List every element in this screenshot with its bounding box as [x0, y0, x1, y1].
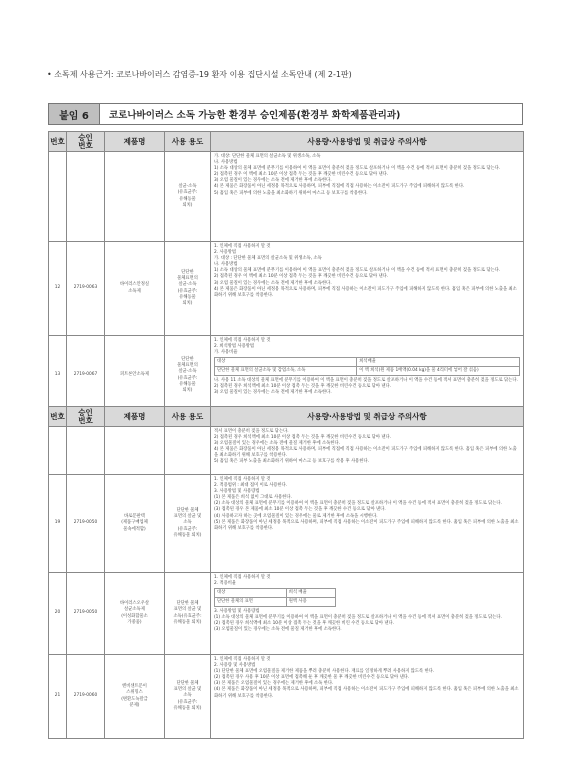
product-name: 바이러스오우살 살균소독제 (이성화합물소 가중품): [105, 573, 165, 655]
use-cell: 단단한 물체 표면의 살균 및 소독(유효균주: 유해동물 퇴치): [165, 573, 211, 655]
col-header-instructions: 사용량·사용방법 및 취급상 주의사항: [211, 407, 524, 427]
row-number: 19: [49, 475, 67, 573]
use-cell: 단단한 물체표면의 살균·소독 (유효균주: 유해동물 퇴치): [165, 242, 211, 336]
document-title: 코로나바이러스 소독 가능한 환경부 승인제품(환경부 화학제품관리과): [109, 110, 401, 121]
table-row: [49, 242, 524, 336]
col-header-no: 번호: [49, 132, 67, 152]
instructions-cell: 가. 대상: 단단한 물체 표면의 살균소독 및 위생소독, 소독 나. 사용방법 1) 소독 대상의 물체 표면에 분무기를 이용하여 이 액을 표면이 충분히 젖을 정도로 살포하거나 이 액을 수건 등에 적셔 표면이 충분히 젖을 정도로 닦는다. 2) 접촉된 경우 이 액에 최소 10분 이상 접촉 두는 것을 후 깨끗한 비린수건 등으로 닦아 낸다. 3) 오염 물질이 있는 경우에는 소독 전에 제거한 후에 소독한다. 4) 본 제품은 화장품이 아닌 세정용 목적으로 사용하며, 피부에 직접에 직접 사용하는 이소잔이 피도가구 주입에 피해하지 않도록 한다. 5) 흡입 혹은 피부에 의한 노출을 최소화하기 위하여 마스크 등 보호구를 착용한다.: [211, 152, 524, 242]
approval-number: 2719-0050: [67, 475, 105, 573]
use-cell: 살균·소독 (유효균주: 유해동물 퇴치): [165, 152, 211, 242]
instructions-cell: 적셔 표면이 충분히 젖을 정도로 닦는다. 2) 접촉된 경우 희석액에 최소 10분 이상 접촉 두는 것을 후 깨끗한 비린수건 등으로 닦아 낸다. 3) 오염물질이 있는 경우에는 소독 전에 물질 제거한 후에 소독한다. 4) 본 제품은 화장품이 아닌 세정용 목적으로 사용하며, 피부에 직접에 직접 사용하는 이소잔이 피도가구 주입에 피해하지 않도록 한다. 흡입 혹은 피부에 의한 노출을 최소화하기 위해 보호구를 착용한다. 5) 흡입 혹은 피부 노출을 최소화하기 위하여 마스크 등 보호구를 착용 후 사용한다.: [211, 427, 524, 475]
dilution-table: 대상 희석배율 단단한 물체 표면의 살균소독 및 감염소독, 소독 이 액 희석(원 제품 1배액(0.04 kg)을 물 4리터에 넣어 잘 섞음): [214, 357, 520, 376]
title-bar: [48, 103, 523, 125]
product-name: 퍼트론안소독제: [105, 336, 165, 416]
approval-number: 2719-0067: [67, 336, 105, 416]
col-header-approval: 승인 번호: [67, 132, 105, 152]
dilution-table: 대상 희석 배율 단단한 물체의 표면 원액 사용: [214, 588, 336, 607]
row-number: 13: [49, 336, 67, 416]
instructions-cell: 1. 인체에 직접 사용하지 말 것 2. 희석방법 사용방법 가. 사용비율 대상 희석배율 단단한 물체 표면의 살균소독 및 감염소독, 소독 이 액 희석(원 제품 1배액(0.04 kg)을 물 4리터에 넣어 잘 섞음) 나. 사용 11 소독 대상의 물체 표면에 분무기를 이용하여 이 액을 표면이 충분히 젖을 정도로 살포하거나 이 액을 수건 등에 적셔 표면이 충분히 젖을 정도로 닦는다. 2) 접촉된 경우 희석액에 최소 10분 이상 접촉 두는 것을 후 깨끗한 비린수건 등으로 닦아 낸다. 3) 오염 물질이 있는 경우에는 소독 전에 제거한 후에 소독한다.: [211, 336, 524, 416]
table-row: [49, 152, 524, 242]
product-table-2: [48, 406, 524, 739]
row-number: 21: [49, 655, 67, 739]
use-cell: 단단한 물체 표면의 살균 및 소독 (유효균주: 유해동물 퇴치): [165, 475, 211, 573]
table-row: [49, 573, 524, 655]
product-name: 엔비센트문이 스위밍스 (변환도녹말급 분제): [105, 655, 165, 739]
col-header-no: 번호: [49, 407, 67, 427]
col-header-product: 제품명: [105, 407, 165, 427]
product-name: 바로문판텍 (제품구매업체 물속에적합): [105, 475, 165, 573]
approval-number: 2719-0063: [67, 242, 105, 336]
col-header-instructions: 사용량·사용방법 및 취급상 주의사항: [211, 132, 524, 152]
use-cell: 단단한 물체표면의 살균·소독 (유효균주: 유해동물 퇴치): [165, 336, 211, 416]
approval-number: 2719-0050: [67, 573, 105, 655]
instructions-cell: 1. 인체에 직접 사용하지 말 것 2. 사용량 및 사용방법 (1) 단단한 물체 표면에 오염물질을 제거한 제품을 뿌려 충분히 사용한다. 재료를 일정하게 뿌려 사용하지 않도록 한다. (2) 접촉된 경우 사용 후 10분 이상 표면에 접촉해 둔 후 깨끗한 물 후 깨끗한 비린수건 등으로 닦아 낸다. (3) 본 제품은 오염물질이 있는 경우에는 제거한 후에 소독 한다. (4) 본 제품은 화장품이 아닌 세정용 목적으로 사용하며, 피부에 직접 사용하는 이소잔이 피도가구 주입에 피해하지 않도록 한다. 흡입 혹은 피부에 의한 노출을 최소화하기 위해 보호구를 착용한다.: [211, 655, 524, 739]
usage-basis-note: • 소독제 사용근거: 코로나바이러스 감염증-19 환자 이용 집단시설 소독안내 (제 2-1판): [47, 70, 352, 79]
instructions-cell: 1. 인체에 직접 사용하지 말 것 2. 사용방법 가. 대상 : 단단한 물체 표면의 살균소독 및 위생소독, 소독 나. 사용방법 1) 소독 대상의 물체 표면에 분무기를 이용하여 이 액을 표면이 충분히 젖을 정도로 살포하거나 이 액을 수건 등에 적셔 표면이 충분히 젖을 정도로 닦는다. 2) 접촉된 경우 이 액에 최소 10분 이상 접촉 두는 것을 후 깨끗한 비린수건 등으로 닦아 낸다. 3) 오염 물질이 있는 경우에는 소독 전에 제거한 후에 소독한다. 4) 본 제품은 화장품이 아닌 세정용 목적으로 사용하며, 피부에 직접 사용하는 이소잔이 피도가구 주입에 피해하지 않도록 한다. 흡입 혹은 피부에 의한 노출을 최소화하기 위해 보호구를 착용한다.: [211, 242, 524, 336]
table-row: [49, 427, 524, 475]
attachment-badge: 붙임 6: [49, 104, 100, 124]
col-header-use: 사용 용도: [165, 407, 211, 427]
row-number: 20: [49, 573, 67, 655]
col-header-product: 제품명: [105, 132, 165, 152]
instructions-cell: 1. 인체에 직접 사용하지 말 것 2. 적용비율 대상 희석 배율 단단한 물체의 표면 원액 사용 3. 사용방법 및 사용량법 (1) 소독 대상의 물체 표면에 분무기를 이용하여 이 액을 표면이 충분히 젖을 정도로 살포하거나 이 액을 수건 등에 적셔 표면이 충분히 젖을 정도로 닦는다. (2) 접촉된 경우 희석액에 최소 10분 이상 접촉 두는 것을 후 깨끗한 비린 수건 등으로 닦아 낸다. (3) 오염물질이 있는 경우에는 소독 전에 물질 제거한 후에 소독한다.: [211, 573, 524, 655]
use-cell: 단단한 물체 표면의 살균 및 소독 (유효균주: 유해동물 퇴치): [165, 655, 211, 739]
table-row: [49, 336, 524, 416]
approval-number: 2719-0060: [67, 655, 105, 739]
table-row: [49, 655, 524, 739]
col-header-use: 사용 용도: [165, 132, 211, 152]
row-number: 12: [49, 242, 67, 336]
table-row: [49, 475, 524, 573]
product-table-1: [48, 131, 524, 416]
col-header-approval: 승인 번호: [67, 407, 105, 427]
product-name: 바이러스안정실 소독제: [105, 242, 165, 336]
instructions-cell: 1. 인체에 직접 사용하지 말 것 2. 적용범위 : 최대 접미 이로 사용한다. 3. 사용방법 및 사용량법 (1) 본 제품은 희석 없이 그대로 사용한다. (2) 소독 대상의 물체 표면에 분무기를 이용하여 이 액을 표면이 충분히 젖을 정도로 살포하거나 이 액을 수건 등에 적셔 표면이 충분히 젖을 정도로 닦는다. (3) 접촉된 경우 본 제품에 최소 10분 이상 접촉 두는 것을 후 깨끗한 수건 등으로 닦아 낸다. (4) 사용하고자 하는 곳에 오염물질이 있는 경우에는 물로 제거한 후에 소독을 시행한다. (5) 본 제품은 화장품이 아닌 세정용 목적으로 사용하며, 피부에 직접 사용하는 이소잔이 피도가구 주입에 피해하지 않도록 한다. 흡입 혹은 피부에 의한 노출을 최소화하기 위해 보호구를 착용한다.: [211, 475, 524, 573]
